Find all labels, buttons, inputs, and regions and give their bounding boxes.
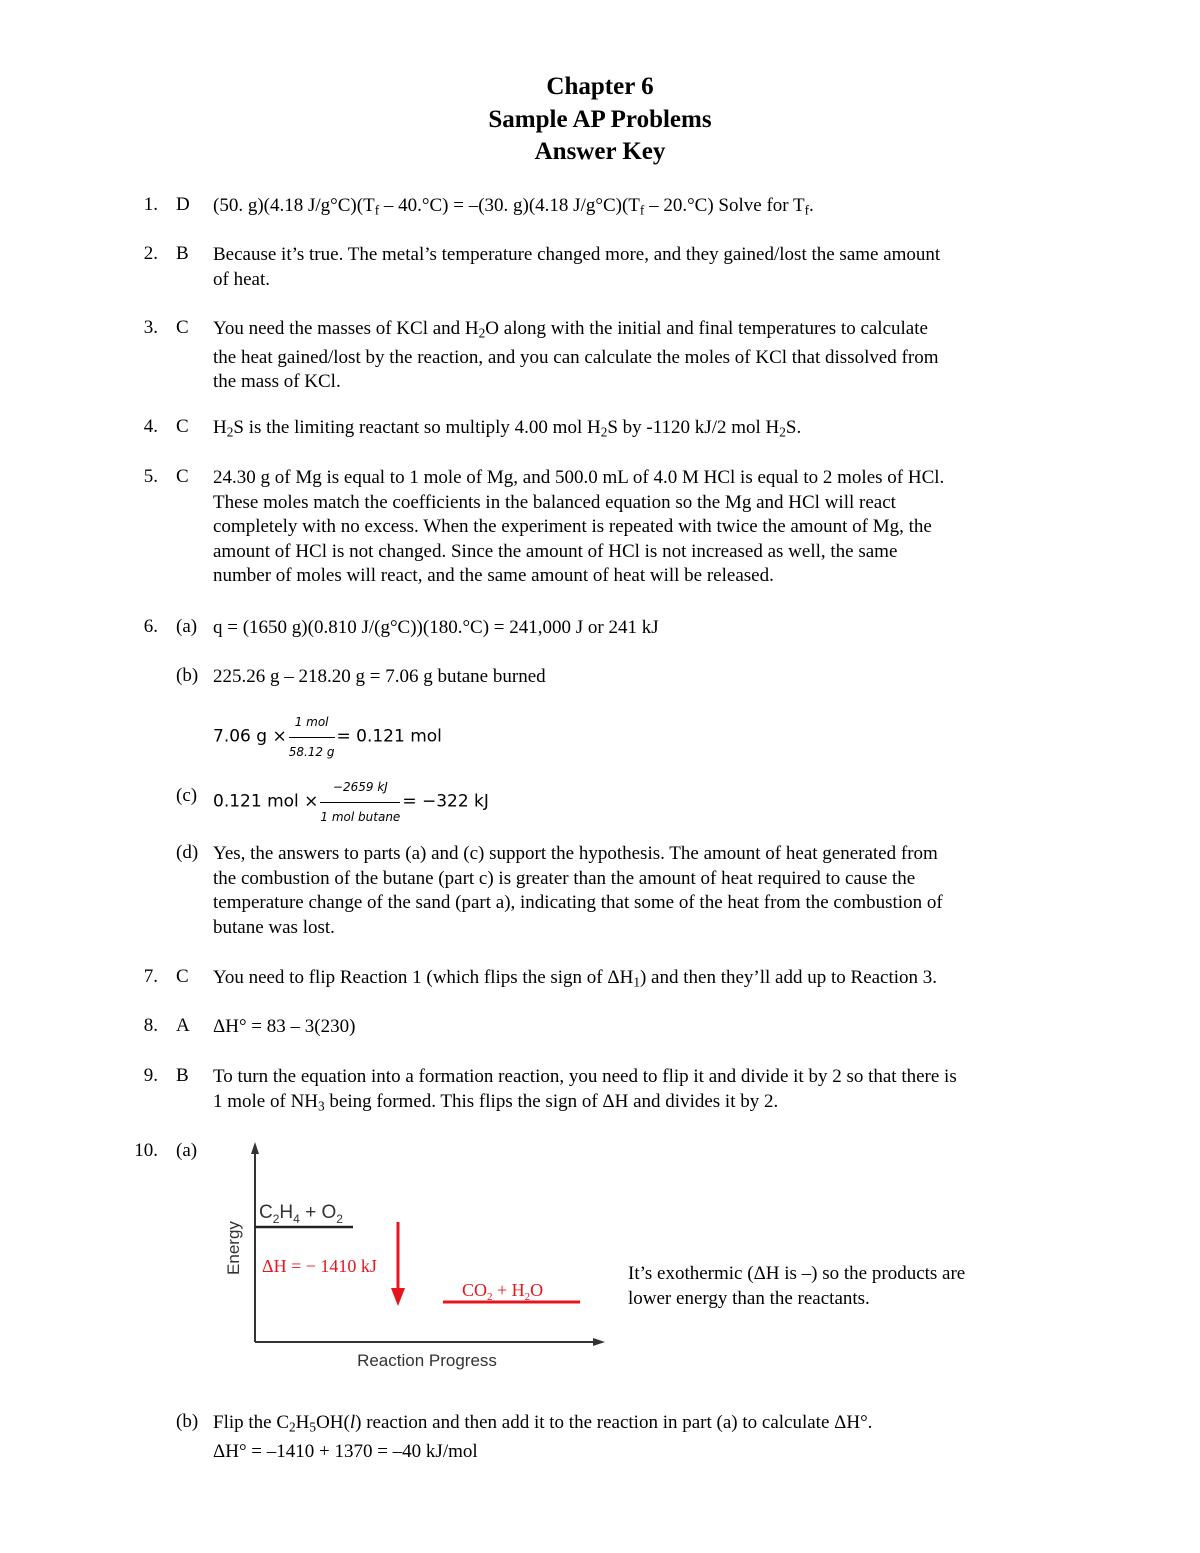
question-number: 7.	[143, 966, 158, 987]
reactants-label: $C_2H_4 + O_2$	[259, 1202, 343, 1226]
conversion-fraction: $\frac{-2659 kJ}{\text{1 mol butane}}$	[320, 775, 400, 829]
part-label-c: (c)	[176, 785, 198, 806]
answer-letter: A	[176, 1015, 190, 1036]
answer-explanation: To turn the equation into a formation reaction, you need to flip it and divide it by 2 so that there is 1 mole of $NH_3$ being formed. This flips the sign of ΔH and divides it by 2.	[213, 1066, 957, 1113]
answer-letter: C	[176, 416, 189, 437]
part-d-answer: Yes, the answers to parts (a) and (c) support the hypothesis. The amount of heat generated from the combustion of the butane (part c) is greater than the amount of heat required to cause the temperature change of the sand (part a), indicating that some of the heat from the combustion of butane was lost.	[213, 843, 943, 938]
products-label: $CO_2 + H_2O$	[462, 1280, 544, 1303]
part-c-answer: 0.121 mol × $\frac{-2659 kJ}{\text{1 mol butane}}$ = −322 kJ	[213, 775, 489, 829]
answer-letter: B	[176, 1065, 189, 1086]
part-label-b: (b)	[176, 665, 199, 686]
answer-letter: D	[176, 194, 190, 215]
part-label-a: (a)	[176, 1140, 198, 1161]
delta-h-label: ΔH = − 1410 kJ	[262, 1256, 377, 1276]
answer-explanation: $H_2S$ is the limiting reactant so multiply 4.00 mol $H_2S$ by -1120 kJ/2 mol $H_2S$.	[213, 417, 802, 440]
part-b-answer: Flip the $C_2H_5OH(l)$ reaction and then add it to the reaction in part (a) to calculate ΔH°. ΔH° = –1410 + 1370 = –40 kJ/mol	[213, 1412, 873, 1462]
x-axis-label: Reaction Progress	[357, 1351, 497, 1370]
part-label-a: (a)	[176, 616, 198, 637]
x-axis-arrow-icon	[593, 1338, 605, 1346]
answer-explanation: You need to flip Reaction 1 (which flips the sign of $\Delta H_1$) and then they’ll add up to Reaction 3.	[213, 967, 938, 990]
answer-explanation: (50. g)(4.18 $J/g^\circ C)(T_f - 40.^\circ C) = -(30$. g)(4.18 $J/g^\circ C)(T_f - 20.^\circ C)$ Solve for $T_f$.	[213, 195, 814, 218]
part-label-b: (b)	[176, 1411, 199, 1432]
answer-explanation: 24.30 g of Mg is equal to 1 mole of Mg, and 500.0 mL of 4.0 M HCl is equal to 2 moles of HCl. These moles match the coefficients in the balanced equation so the Mg and HCl will react completely with no excess. When the experiment is repeated with twice the amount of Mg, the amount of HCl is not changed. Since the amount of HCl is not increased as well, the same number of moles will react, and the same amount of heat will be released.	[213, 467, 945, 586]
answer-letter: B	[176, 243, 189, 264]
answer-explanation: ΔH° = 83 – 3(230)	[213, 1016, 356, 1037]
part-a-answer: q = (1650 g)(0.810 J/(g°C))(180.°C) = 241,000 J or 241 kJ	[213, 617, 659, 638]
question-number: 9.	[143, 1065, 158, 1086]
part-label-d: (d)	[176, 842, 199, 863]
conversion-fraction: $\frac{\text{1 mol}}{58.12 g}$	[289, 710, 335, 764]
answer-letter: C	[176, 466, 189, 487]
question-number: 6.	[143, 616, 158, 637]
exothermic-note: It’s exothermic (ΔH is –) so the products are lower energy than the reactants.	[628, 1263, 966, 1309]
answer-key-title: Answer Key	[534, 138, 666, 165]
question-number: 3.	[143, 317, 158, 338]
answer-explanation: You need the masses of KCl and $H_2O$ along with the initial and final temperatures to calculate the heat gained/lost by the reaction, and you can calculate the moles of KCl that dissolved from the mass of KCl.	[213, 318, 939, 393]
question-number: 10.	[134, 1140, 158, 1161]
question-number: 8.	[143, 1015, 158, 1036]
question-number: 1.	[143, 194, 158, 215]
answer-letter: C	[176, 966, 189, 987]
question-number: 2.	[143, 243, 158, 264]
energy-diagram	[215, 1140, 615, 1380]
part-b-answer: 225.26 g – 218.20 g = 7.06 g butane burned	[213, 666, 546, 687]
answer-letter: C	[176, 317, 189, 338]
moles-calculation: 7.06 g × $\frac{\text{1 mol}}{58.12 g}$ = 0.121 mol	[213, 710, 442, 764]
y-axis-label: Energy	[224, 1221, 243, 1275]
subtitle: Sample AP Problems	[488, 106, 712, 133]
answer-explanation: Because it’s true. The metal’s temperature changed more, and they gained/lost the same amount of heat.	[213, 244, 941, 290]
question-number: 5.	[143, 466, 158, 487]
question-number: 4.	[143, 416, 158, 437]
chapter-title: Chapter 6	[546, 73, 654, 100]
diagram-axes	[255, 1150, 600, 1342]
y-axis-arrow-icon	[251, 1142, 259, 1154]
down-arrow-icon	[391, 1288, 405, 1306]
